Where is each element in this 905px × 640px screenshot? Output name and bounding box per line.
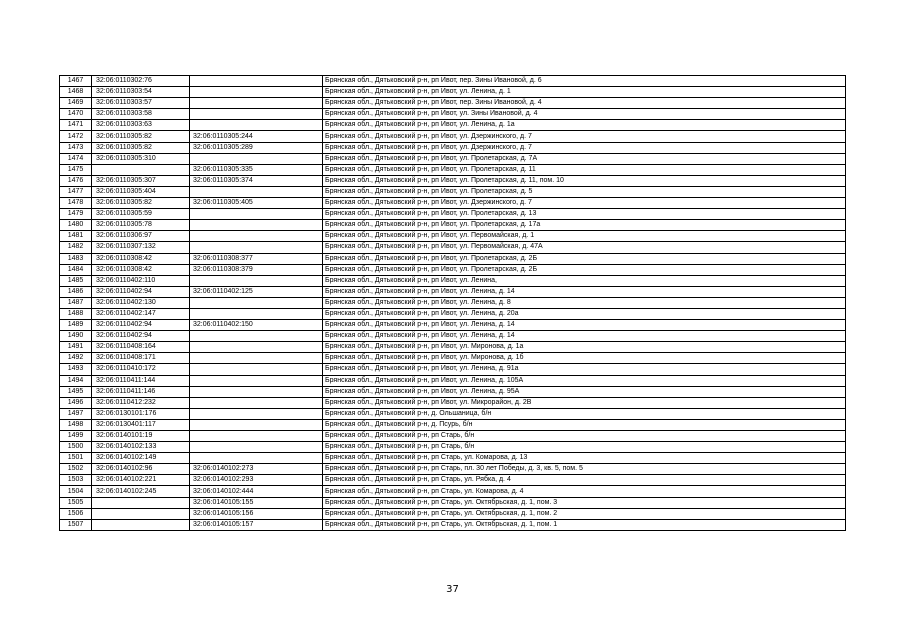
row-number-cell: 1486	[60, 286, 92, 297]
row-number-cell: 1503	[60, 475, 92, 486]
row-number-cell: 1471	[60, 120, 92, 131]
row-number-cell: 1492	[60, 353, 92, 364]
address-cell: Брянская обл., Дятьковский р-н, рп Старь, ул. Октябрьская, д. 1, пом. 3	[323, 497, 846, 508]
table-row	[60, 87, 846, 98]
room-cadastral-number-cell: 32:06:0140105:157	[190, 519, 323, 530]
cadastral-number-cell: 32:06:0110305:307	[92, 175, 190, 186]
address-cell: Брянская обл., Дятьковский р-н, рп Ивот, ул. Ленина, д. 1	[323, 87, 846, 98]
cadastral-number-cell: 32:06:0110402:94	[92, 331, 190, 342]
cadastral-number-cell: 32:06:0110303:54	[92, 87, 190, 98]
row-number-cell: 1507	[60, 519, 92, 530]
row-number-cell: 1475	[60, 164, 92, 175]
table-row	[60, 164, 846, 175]
cadastral-number-cell: 32:06:0110302:76	[92, 76, 190, 87]
table-row	[60, 519, 846, 530]
address-cell: Брянская обл., Дятьковский р-н, рп Ивот, ул. Пролетарская, д. 11, пом. 10	[323, 175, 846, 186]
row-number-cell: 1497	[60, 408, 92, 419]
address-cell: Брянская обл., Дятьковский р-н, рп Старь, ул. Рябка, д. 4	[323, 475, 846, 486]
table-row	[60, 342, 846, 353]
address-cell: Брянская обл., Дятьковский р-н, рп Старь, ул. Октябрьская, д. 1, пом. 1	[323, 519, 846, 530]
table-row	[60, 153, 846, 164]
table-row	[60, 275, 846, 286]
row-number-cell: 1488	[60, 308, 92, 319]
cadastral-number-cell	[92, 164, 190, 175]
room-cadastral-number-cell	[190, 186, 323, 197]
address-cell: Брянская обл., Дятьковский р-н, рп Ивот, ул. Ленина, д. 105А	[323, 375, 846, 386]
table-row	[60, 109, 846, 120]
address-cell: Брянская обл., Дятьковский р-н, рп Ивот, ул. Пролетарская, д. 5	[323, 186, 846, 197]
table-row	[60, 375, 846, 386]
table-row	[60, 486, 846, 497]
cadastral-number-cell: 32:06:0110412:232	[92, 397, 190, 408]
table-row	[60, 142, 846, 153]
row-number-cell: 1477	[60, 186, 92, 197]
cadastral-number-cell: 32:06:0110411:146	[92, 386, 190, 397]
cadastral-number-cell: 32:06:0110402:94	[92, 286, 190, 297]
property-table	[59, 75, 846, 531]
cadastral-number-cell: 32:06:0140102:133	[92, 442, 190, 453]
table-row	[60, 442, 846, 453]
row-number-cell: 1473	[60, 142, 92, 153]
address-cell: Брянская обл., Дятьковский р-н, рп Ивот, ул. Ленина, д. 14	[323, 320, 846, 331]
room-cadastral-number-cell: 32:06:0140105:155	[190, 497, 323, 508]
room-cadastral-number-cell	[190, 442, 323, 453]
cadastral-number-cell: 32:06:0110303:58	[92, 109, 190, 120]
table-row	[60, 431, 846, 442]
room-cadastral-number-cell	[190, 242, 323, 253]
room-cadastral-number-cell: 32:06:0140102:273	[190, 464, 323, 475]
row-number-cell: 1480	[60, 220, 92, 231]
row-number-cell: 1495	[60, 386, 92, 397]
address-cell: Брянская обл., Дятьковский р-н, рп Ивот, ул. Ленина, д. 95А	[323, 386, 846, 397]
row-number-cell: 1485	[60, 275, 92, 286]
room-cadastral-number-cell	[190, 397, 323, 408]
room-cadastral-number-cell	[190, 209, 323, 220]
table-row	[60, 497, 846, 508]
table-row	[60, 253, 846, 264]
room-cadastral-number-cell	[190, 87, 323, 98]
row-number-cell: 1504	[60, 486, 92, 497]
row-number-cell: 1493	[60, 364, 92, 375]
address-cell: Брянская обл., Дятьковский р-н, рп Ивот, ул. Пролетарская, д. 2Б	[323, 264, 846, 275]
table-row	[60, 353, 846, 364]
row-number-cell: 1470	[60, 109, 92, 120]
table-row	[60, 397, 846, 408]
cadastral-number-cell: 32:06:0110307:132	[92, 242, 190, 253]
address-cell: Брянская обл., Дятьковский р-н, рп Ивот, ул. Ленина, д. 14	[323, 331, 846, 342]
cadastral-number-cell: 32:06:0110408:164	[92, 342, 190, 353]
row-number-cell: 1499	[60, 431, 92, 442]
room-cadastral-number-cell	[190, 364, 323, 375]
room-cadastral-number-cell: 32:06:0110305:374	[190, 175, 323, 186]
room-cadastral-number-cell: 32:06:0110308:379	[190, 264, 323, 275]
row-number-cell: 1501	[60, 453, 92, 464]
room-cadastral-number-cell	[190, 76, 323, 87]
row-number-cell: 1467	[60, 76, 92, 87]
room-cadastral-number-cell	[190, 453, 323, 464]
room-cadastral-number-cell	[190, 431, 323, 442]
table-row	[60, 464, 846, 475]
cadastral-number-cell: 32:06:0140102:149	[92, 453, 190, 464]
table-row	[60, 286, 846, 297]
row-number-cell: 1484	[60, 264, 92, 275]
room-cadastral-number-cell: 32:06:0140102:444	[190, 486, 323, 497]
cadastral-number-cell: 32:06:0130101:176	[92, 408, 190, 419]
address-cell: Брянская обл., Дятьковский р-н, рп Ивот, ул. Дзержинского, д. 7	[323, 198, 846, 209]
address-cell: Брянская обл., Дятьковский р-н, рп Ивот, ул. Пролетарская, д. 7А	[323, 153, 846, 164]
table-row	[60, 419, 846, 430]
room-cadastral-number-cell	[190, 408, 323, 419]
table-row	[60, 131, 846, 142]
room-cadastral-number-cell	[190, 419, 323, 430]
address-cell: Брянская обл., Дятьковский р-н, рп Ивот, пер. Зины Ивановой, д. 4	[323, 98, 846, 109]
table-row	[60, 475, 846, 486]
table-row	[60, 264, 846, 275]
row-number-cell: 1496	[60, 397, 92, 408]
room-cadastral-number-cell	[190, 386, 323, 397]
row-number-cell: 1481	[60, 231, 92, 242]
row-number-cell: 1490	[60, 331, 92, 342]
row-number-cell: 1489	[60, 320, 92, 331]
cadastral-number-cell: 32:06:0110305:59	[92, 209, 190, 220]
address-cell: Брянская обл., Дятьковский р-н, рп Ивот, ул. Ленина, д. 14	[323, 286, 846, 297]
table-row	[60, 308, 846, 319]
cadastral-number-cell	[92, 508, 190, 519]
room-cadastral-number-cell: 32:06:0110305:335	[190, 164, 323, 175]
cadastral-number-cell: 32:06:0110306:97	[92, 231, 190, 242]
table-row	[60, 453, 846, 464]
cadastral-number-cell: 32:06:0110305:78	[92, 220, 190, 231]
table-body	[60, 76, 846, 531]
cadastral-number-cell: 32:06:0140101:19	[92, 431, 190, 442]
room-cadastral-number-cell: 32:06:0140105:156	[190, 508, 323, 519]
room-cadastral-number-cell	[190, 297, 323, 308]
cadastral-number-cell: 32:06:0110411:144	[92, 375, 190, 386]
cadastral-number-cell: 32:06:0140102:96	[92, 464, 190, 475]
row-number-cell: 1469	[60, 98, 92, 109]
address-cell: Брянская обл., Дятьковский р-н, рп Ивот, ул. Пролетарская, д. 2Б	[323, 253, 846, 264]
address-cell: Брянская обл., Дятьковский р-н, рп Ивот, ул. Пролетарская, д. 13	[323, 209, 846, 220]
table-row	[60, 364, 846, 375]
cadastral-number-cell: 32:06:0110308:42	[92, 264, 190, 275]
row-number-cell: 1476	[60, 175, 92, 186]
table-row	[60, 186, 846, 197]
cadastral-number-cell: 32:06:0110402:147	[92, 308, 190, 319]
address-cell: Брянская обл., Дятьковский р-н, рп Ивот, ул. Первомайская, д. 1	[323, 231, 846, 242]
row-number-cell: 1479	[60, 209, 92, 220]
row-number-cell: 1472	[60, 131, 92, 142]
row-number-cell: 1491	[60, 342, 92, 353]
cadastral-number-cell	[92, 497, 190, 508]
row-number-cell: 1487	[60, 297, 92, 308]
row-number-cell: 1483	[60, 253, 92, 264]
room-cadastral-number-cell	[190, 353, 323, 364]
address-cell: Брянская обл., Дятьковский р-н, рп Ивот, ул. Дзержинского, д. 7	[323, 142, 846, 153]
page-number: 37	[446, 584, 459, 595]
address-cell: Брянская обл., Дятьковский р-н, рп Ивот, ул. Ленина, д. 8	[323, 297, 846, 308]
row-number-cell: 1506	[60, 508, 92, 519]
room-cadastral-number-cell	[190, 98, 323, 109]
room-cadastral-number-cell: 32:06:0110305:405	[190, 198, 323, 209]
table-row	[60, 242, 846, 253]
cadastral-number-cell: 32:06:0110305:310	[92, 153, 190, 164]
row-number-cell: 1468	[60, 87, 92, 98]
address-cell: Брянская обл., Дятьковский р-н, рп Ивот, ул. Миронова, д. 1а	[323, 342, 846, 353]
address-cell: Брянская обл., Дятьковский р-н, рп Ивот, ул. Ленина, д. 20а	[323, 308, 846, 319]
cadastral-number-cell: 32:06:0110408:171	[92, 353, 190, 364]
table-row	[60, 198, 846, 209]
room-cadastral-number-cell: 32:06:0110402:125	[190, 286, 323, 297]
cadastral-number-cell: 32:06:0110402:110	[92, 275, 190, 286]
table-row	[60, 231, 846, 242]
cadastral-number-cell: 32:06:0130401:117	[92, 419, 190, 430]
address-cell: Брянская обл., Дятьковский р-н, рп Ивот, ул. Первомайская, д. 47А	[323, 242, 846, 253]
cadastral-number-cell	[92, 519, 190, 530]
row-number-cell: 1500	[60, 442, 92, 453]
room-cadastral-number-cell	[190, 275, 323, 286]
room-cadastral-number-cell: 32:06:0110402:150	[190, 320, 323, 331]
cadastral-number-cell: 32:06:0110303:57	[92, 98, 190, 109]
address-cell: Брянская обл., Дятьковский р-н, рп Ивот, ул. Ленина,	[323, 275, 846, 286]
address-cell: Брянская обл., Дятьковский р-н, рп Старь, ул. Комарова, д. 4	[323, 486, 846, 497]
cadastral-number-cell: 32:06:0110410:172	[92, 364, 190, 375]
room-cadastral-number-cell: 32:06:0110308:377	[190, 253, 323, 264]
row-number-cell: 1502	[60, 464, 92, 475]
address-cell: Брянская обл., Дятьковский р-н, рп Старь, б/н	[323, 431, 846, 442]
address-cell: Брянская обл., Дятьковский р-н, рп Ивот, пер. Зины Ивановой, д. 6	[323, 76, 846, 87]
address-cell: Брянская обл., Дятьковский р-н, рп Ивот, ул. Ленина, д. 91а	[323, 364, 846, 375]
address-cell: Брянская обл., Дятьковский р-н, рп Ивот, ул. Пролетарская, д. 11	[323, 164, 846, 175]
address-cell: Брянская обл., Дятьковский р-н, рп Ивот, ул. Зины Ивановой, д. 4	[323, 109, 846, 120]
room-cadastral-number-cell: 32:06:0140102:293	[190, 475, 323, 486]
address-cell: Брянская обл., Дятьковский р-н, рп Ивот, ул. Пролетарская, д. 17а	[323, 220, 846, 231]
address-cell: Брянская обл., Дятьковский р-н, рп Ивот, ул. Микрорайон, д. 2В	[323, 397, 846, 408]
cadastral-number-cell: 32:06:0140102:221	[92, 475, 190, 486]
cadastral-number-cell: 32:06:0140102:245	[92, 486, 190, 497]
row-number-cell: 1505	[60, 497, 92, 508]
cadastral-number-cell: 32:06:0110308:42	[92, 253, 190, 264]
room-cadastral-number-cell: 32:06:0110305:244	[190, 131, 323, 142]
cadastral-number-cell: 32:06:0110305:82	[92, 198, 190, 209]
table-row	[60, 220, 846, 231]
table-row	[60, 209, 846, 220]
row-number-cell: 1478	[60, 198, 92, 209]
table-row	[60, 508, 846, 519]
cadastral-number-cell: 32:06:0110305:82	[92, 131, 190, 142]
address-cell: Брянская обл., Дятьковский р-н, рп Старь, пл. 30 лет Победы, д. 3, кв. 5, пом. 5	[323, 464, 846, 475]
room-cadastral-number-cell	[190, 308, 323, 319]
room-cadastral-number-cell	[190, 153, 323, 164]
table-row	[60, 297, 846, 308]
table-row	[60, 386, 846, 397]
row-number-cell: 1474	[60, 153, 92, 164]
table-row	[60, 331, 846, 342]
room-cadastral-number-cell	[190, 109, 323, 120]
room-cadastral-number-cell	[190, 342, 323, 353]
table-row	[60, 175, 846, 186]
table-row	[60, 408, 846, 419]
room-cadastral-number-cell	[190, 375, 323, 386]
address-cell: Брянская обл., Дятьковский р-н, рп Ивот, ул. Ленина, д. 1а	[323, 120, 846, 131]
address-cell: Брянская обл., Дятьковский р-н, д. Ольшаница, б/н	[323, 408, 846, 419]
address-cell: Брянская обл., Дятьковский р-н, д. Псурь, б/н	[323, 419, 846, 430]
room-cadastral-number-cell: 32:06:0110305:289	[190, 142, 323, 153]
cadastral-number-cell: 32:06:0110402:94	[92, 320, 190, 331]
row-number-cell: 1498	[60, 419, 92, 430]
room-cadastral-number-cell	[190, 231, 323, 242]
cadastral-number-cell: 32:06:0110305:82	[92, 142, 190, 153]
room-cadastral-number-cell	[190, 331, 323, 342]
cadastral-number-cell: 32:06:0110303:63	[92, 120, 190, 131]
address-cell: Брянская обл., Дятьковский р-н, рп Старь, ул. Октябрьская, д. 1, пом. 2	[323, 508, 846, 519]
row-number-cell: 1482	[60, 242, 92, 253]
address-cell: Брянская обл., Дятьковский р-н, рп Ивот, ул. Дзержинского, д. 7	[323, 131, 846, 142]
table-row	[60, 98, 846, 109]
room-cadastral-number-cell	[190, 120, 323, 131]
row-number-cell: 1494	[60, 375, 92, 386]
address-cell: Брянская обл., Дятьковский р-н, рп Старь, б/н	[323, 442, 846, 453]
address-cell: Брянская обл., Дятьковский р-н, рп Старь, ул. Комарова, д. 13	[323, 453, 846, 464]
address-cell: Брянская обл., Дятьковский р-н, рп Ивот, ул. Миронова, д. 1б	[323, 353, 846, 364]
cadastral-number-cell: 32:06:0110305:404	[92, 186, 190, 197]
room-cadastral-number-cell	[190, 220, 323, 231]
table-row	[60, 120, 846, 131]
table-row	[60, 76, 846, 87]
table-row	[60, 320, 846, 331]
cadastral-number-cell: 32:06:0110402:130	[92, 297, 190, 308]
